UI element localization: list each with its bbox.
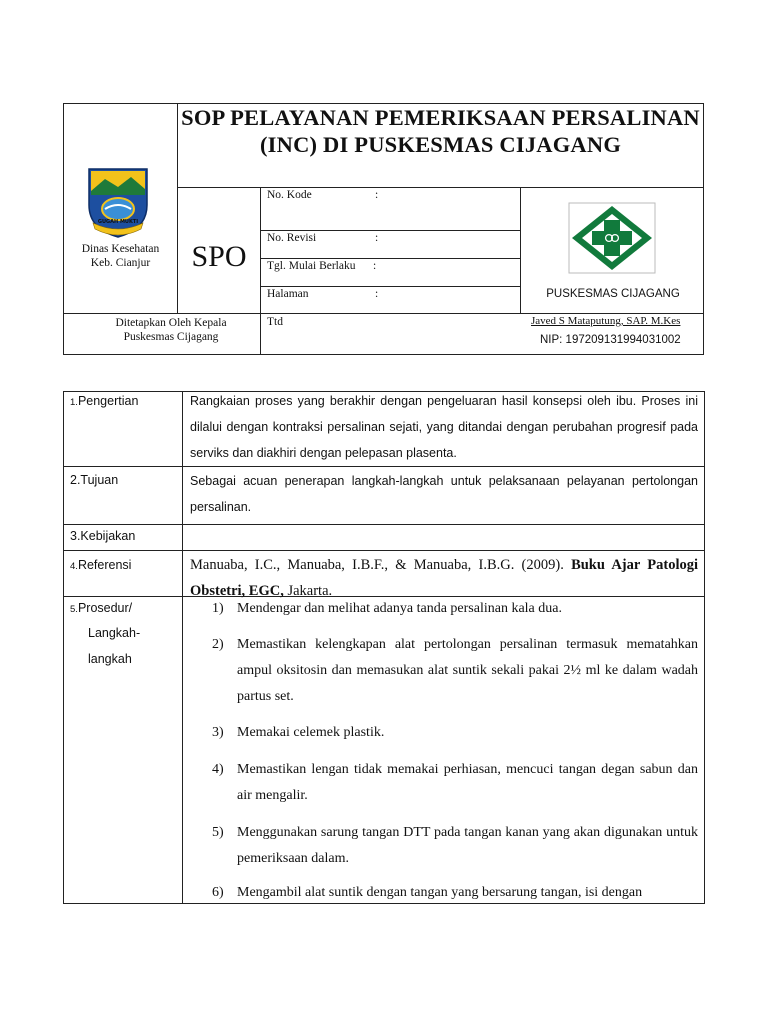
label-pengertian-text: Pengertian bbox=[77, 394, 139, 408]
step-number: 1) bbox=[212, 601, 224, 616]
label-prosedur-line1: Prosedur/ bbox=[77, 601, 133, 615]
puskesmas-name: PUSKESMAS CIJAGANG bbox=[546, 288, 680, 300]
field-halaman-sep: : bbox=[375, 288, 379, 300]
label-referensi bbox=[70, 558, 131, 572]
referensi-end: Jakarta. bbox=[283, 583, 333, 599]
referensi-bold: Buku Ajar Patologi Obstetri, EGC, bbox=[190, 557, 699, 599]
signer-name: Javed S Mataputung, SAP. M.Kes bbox=[531, 315, 681, 327]
procedure-step bbox=[212, 720, 698, 746]
step-number: 6) bbox=[212, 885, 224, 900]
label-tujuan: 2.Tujuan bbox=[70, 473, 119, 487]
step-number: 4) bbox=[212, 762, 224, 777]
step-text: Mengambil alat suntik dengan tangan yang bersarung tangan, isi dengan bbox=[237, 885, 643, 900]
field-no-revisi-label: No. Revisi bbox=[267, 232, 317, 244]
step-text: Memakai celemek plastik. bbox=[237, 725, 385, 740]
label-referensi-text: Referensi bbox=[77, 558, 132, 572]
field-no-kode-sep: : bbox=[375, 189, 379, 201]
referensi-plain: Manuaba, I.C., Manuaba, I.B.F., & Manuaba, I.B.G. (2009). bbox=[190, 557, 572, 573]
ditetapkan-line1: Ditetapkan Oleh Kepala bbox=[115, 317, 227, 329]
label-prosedur-line3: langkah bbox=[88, 652, 132, 666]
procedure-step bbox=[212, 596, 698, 622]
label-referensi-num: 4. bbox=[70, 561, 78, 572]
procedure-step bbox=[212, 757, 698, 809]
label-pengertian-num: 1. bbox=[70, 397, 78, 408]
step-text: Memastikan lengan tidak memakai perhiasan, mencuci tangan degan sabun dan air mengalir. bbox=[237, 762, 698, 803]
pengertian-text: Rangkaian proses yang berakhir dengan pengeluaran hasil konsepsi oleh ibu. Proses ini dilalui dengan kontraksi persalinan sejati, yang ditandai dengan perubahan progresif pada serviks dan diakhiri dengan pelepasan plasenta. bbox=[190, 394, 698, 460]
signer-nip: NIP: 197209131994031002 bbox=[540, 334, 681, 346]
ditetapkan-line2: Puskesmas Cijagang bbox=[123, 331, 219, 343]
tujuan-text: Sebagai acuan penerapan langkah-langkah untuk pelaksanaan pelayanan pertolongan persalinan. bbox=[190, 474, 698, 514]
step-text: Mendengar dan melihat adanya tanda persalinan kala dua. bbox=[237, 601, 562, 616]
label-kebijakan: 3.Kebijakan bbox=[70, 529, 136, 543]
document-title: SOP PELAYANAN PEMERIKSAAN PERSALINAN (INC) DI PUSKESMAS CIJAGANG bbox=[181, 105, 700, 157]
step-text: Menggunakan sarung tangan DTT pada tangan kanan yang akan digunakan untuk pemeriksaan dalam. bbox=[237, 825, 698, 866]
field-tgl-mulai-label: Tgl. Mulai Berlaku bbox=[267, 260, 356, 272]
step-number: 3) bbox=[212, 725, 224, 740]
label-prosedur-num: 5. bbox=[70, 604, 78, 615]
logo-caption-line1: Dinas Kesehatan bbox=[81, 243, 160, 255]
label-pengertian bbox=[70, 394, 138, 408]
puskesmas-logo bbox=[568, 202, 656, 274]
label-prosedur bbox=[70, 601, 132, 615]
field-no-kode-label: No. Kode bbox=[267, 189, 312, 201]
field-tgl-mulai-sep: : bbox=[373, 260, 377, 272]
field-halaman-label: Halaman bbox=[267, 288, 309, 300]
step-number: 2) bbox=[212, 637, 224, 652]
ttd-label: Ttd bbox=[267, 316, 283, 328]
field-no-revisi-sep: : bbox=[375, 232, 379, 244]
procedure-step bbox=[212, 883, 698, 903]
logo-ribbon-text: GUGAH MUKTI bbox=[97, 219, 139, 225]
logo-caption-line2: Keb. Cianjur bbox=[90, 257, 151, 269]
procedure-step bbox=[212, 632, 698, 710]
dinas-kesehatan-logo bbox=[85, 165, 151, 241]
ditetapkan-block bbox=[66, 316, 276, 344]
step-number: 5) bbox=[212, 825, 224, 840]
procedure-step bbox=[212, 820, 698, 872]
label-prosedur-line2: Langkah- bbox=[88, 626, 141, 640]
step-text: Memastikan kelengkapan alat pertolongan persalinan termasuk mematahkan ampul oksitosin dan memasukan alat suntik sekali pakai 2½ ml ke dalam wadah partus set. bbox=[237, 637, 698, 704]
spo-label: SPO bbox=[191, 240, 247, 273]
logo-caption bbox=[64, 242, 177, 270]
